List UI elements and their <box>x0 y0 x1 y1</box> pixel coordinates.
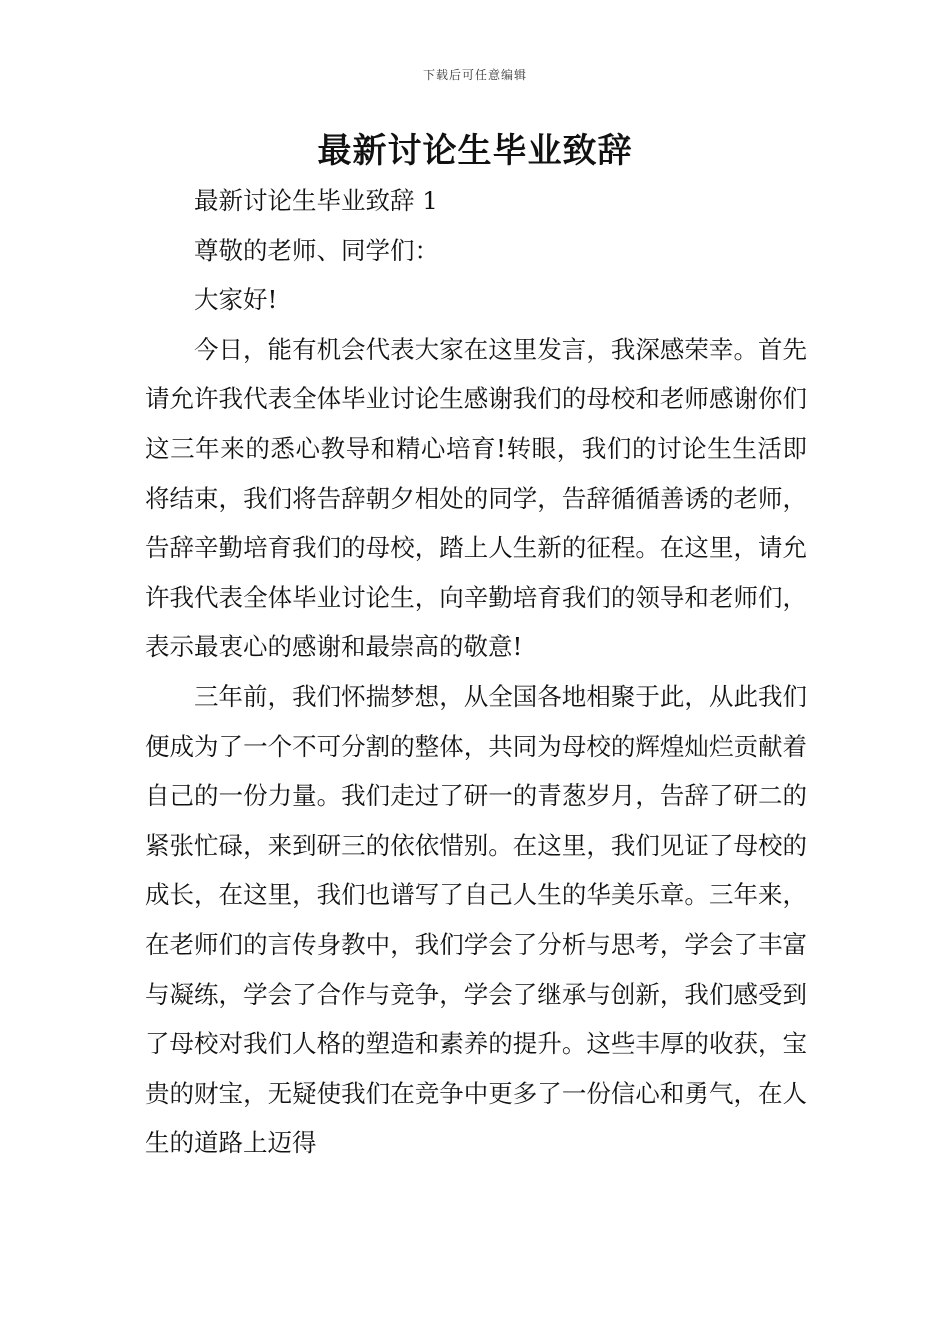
subtitle-paragraph: 最新讨论生毕业致辞 1 <box>194 186 438 215</box>
salutation-paragraph: 尊敬的老师、同学们： <box>194 235 439 265</box>
greeting-paragraph: 大家好! <box>194 285 278 315</box>
document-body <box>145 176 807 1168</box>
body-paragraph: 三年前，我们怀揣梦想，从全国各地相聚于此，从此我们便成为了一个不可分割的整体，共同为母校的辉煌灿烂贡献着自己的一份力量。我们走过了研一的青葱岁月，告辞了研二的紧张忙碌，来到研三的依依惜别。在这里，我们见证了母校的成长，在这里，我们也谱写了自己人生的华美乐章。三年来，在老师们的言传身教中，我们学会了分析与思考，学会了丰富与凝练，学会了合作与竞争，学会了继承与创新，我们感受到了母校对我们人格的塑造和素养的提升。这些丰厚的收获，宝贵的财宝，无疑使我们在竞争中更多了一份信心和勇气，在人生的道路上迈得 <box>145 681 807 1158</box>
body-paragraph: 今日，能有机会代表大家在这里发言，我深感荣幸。首先请允许我代表全体毕业讨论生感谢我们的母校和老师感谢你们这三年来的悉心教导和精心培育!转眼，我们的讨论生生活即将结束，我们将告辞朝夕相处的同学，告辞循循善诱的老师，告辞辛勤培育我们的母校，踏上人生新的征程。在这里，请允许我代表全体毕业讨论生，向辛勤培育我们的领导和老师们，表示最衷心的感谢和最崇高的敬意! <box>145 334 807 662</box>
header-note: 下载后可任意编辑 <box>422 68 527 82</box>
document-title: 最新讨论生毕业致辞 <box>317 131 633 171</box>
